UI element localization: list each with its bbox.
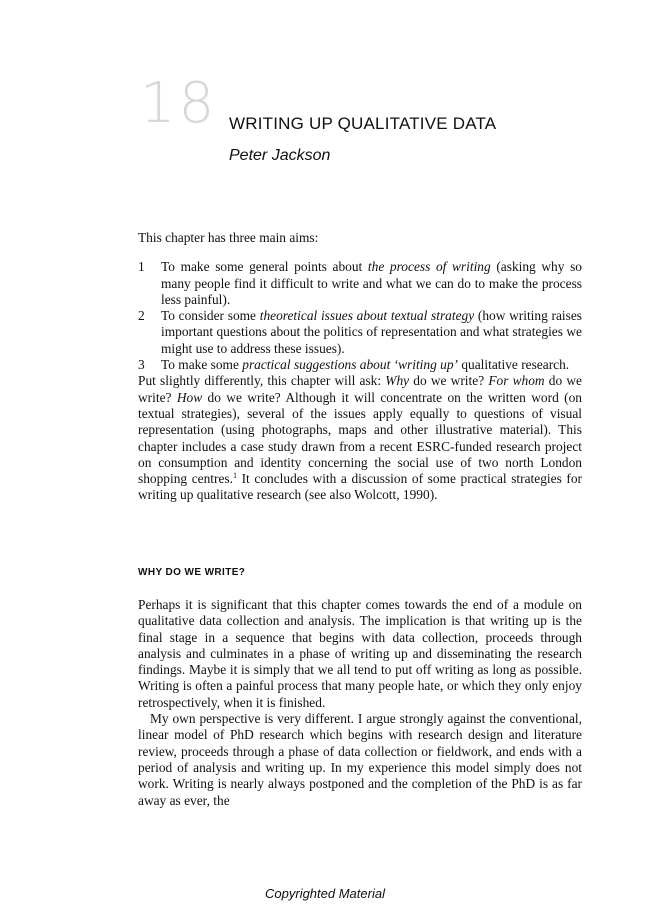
aim-text: To make some general points about [161,259,368,275]
paragraph-text: do we write? [409,373,489,389]
aim-text: To make some [161,357,243,373]
chapter-author: Peter Jackson [229,147,331,164]
aim-text: To consider some [161,308,260,324]
aim-text: (how writing raises important questions about the politics of representation and what strategies we might use to address these issues). [161,308,582,356]
paragraph-text: Put slightly differently, this chapter will ask: [138,373,386,389]
copyright-notice: Copyrighted Material [265,886,385,901]
aim-emphasis: practical suggestions about ‘writing up’ [242,357,458,373]
intro-block [138,230,582,504]
aim-number: 3 [138,357,145,373]
intro-paragraph [138,373,582,503]
aim-emphasis: the process of writing [367,259,491,275]
paragraph-text: do we write? [138,373,582,405]
aim-number: 1 [138,259,145,275]
intro-lead: This chapter has three main aims: [138,230,319,245]
aims-list [138,259,582,373]
paragraph-text: It concludes with a discussion of some practical strategies for writing up qualitative research (see also Wolcott, 1990). [138,471,582,503]
aim-item [138,259,582,308]
aim-emphasis: theoretical issues about textual strategy [259,308,475,324]
aim-item [138,308,582,357]
footnote-marker[interactable]: 1 [232,471,237,481]
paragraph-emphasis: Why [385,373,410,389]
paragraph-text: do we write? Although it will concentrate on the written word (on textual strategies), several of the issues apply equally to questions of visual representation (using photographs, maps and other illustrative material). This chapter includes a case study drawn from a recent ESRC-funded research project on consumption and identity concerning the social use of two north London shopping centres. [138,389,582,487]
section-why-do-we-write [138,565,582,809]
aim-item [138,357,582,373]
aim-text: (asking why so many people find it difficult to write and what we can do to make the process less painful). [161,259,582,307]
section-paragraph: My own perspective is very different. I argue strongly against the conventional, linear model of PhD research which begins with research design and literature review, proceeds through a phase of data collection or fieldwork, and ends with a period of analysis and writing up. In my experience this model simply does not work. Writing is nearly always postponed and the completion of the PhD is as far away as ever, the [138,711,582,808]
section-heading: WHY DO WE WRITE? [138,567,246,578]
aim-text: qualitative research. [457,357,570,373]
chapter-number: 18 [140,71,218,136]
aim-number: 2 [138,308,145,324]
chapter-title: WRITING UP QUALITATIVE DATA [229,114,497,133]
paragraph-emphasis: How [176,389,203,405]
section-paragraph: Perhaps it is significant that this chapter comes towards the end of a module on qualitative data collection and analysis. The implication is that writing up is the final stage in a sequence that begins with data collection, proceeds through analysis and culminates in a phase of writing up and disseminating the research findings. Maybe it is simply that we all tend to put off writing as long as possible. Writing is often a painful process that many people hate, or which they only enjoy retrospectively, when it is finished. [138,597,582,710]
paragraph-emphasis: For whom [488,373,545,389]
